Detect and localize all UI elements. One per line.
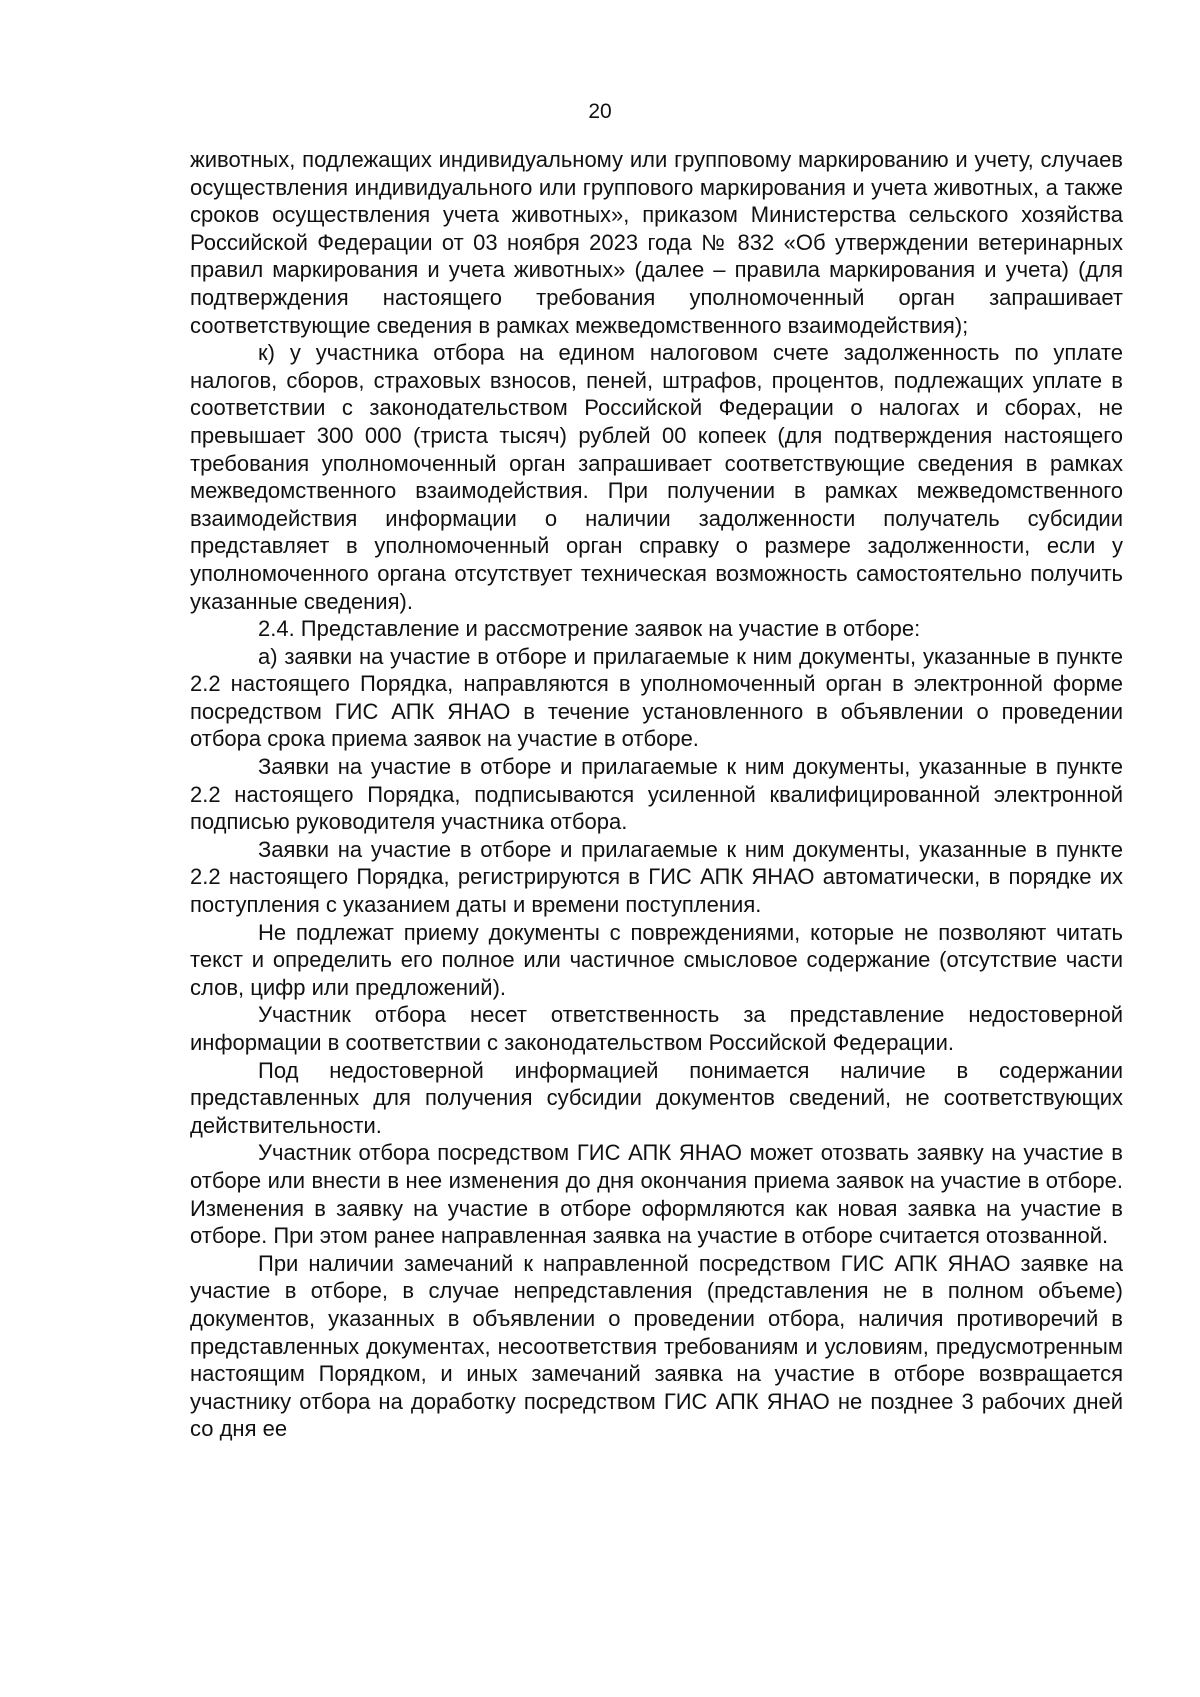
- paragraph: При наличии замечаний к направленной посредством ГИС АПК ЯНАО заявке на участие в отборе, в случае непредставления (представления не в полном объеме) документов, указанных в объявлении о проведении отбора, наличия противоречий в представленных документах, несоответствия требованиям и условиям, предусмотренным настоящим Порядком, и иных замечаний заявка на участие в отборе возвращается участнику отбора на доработку посредством ГИС АПК ЯНАО не позднее 3 рабочих дней со дня ее: [190, 1250, 1123, 1442]
- paragraph: Участник отбора посредством ГИС АПК ЯНАО может отозвать заявку на участие в отборе или внести в нее изменения до дня окончания приема заявок на участие в отборе. Изменения в заявку на участие в отборе оформляются как новая заявка на участие в отборе. При этом ранее направленная заявка на участие в отборе считается отозванной.: [190, 1140, 1123, 1249]
- document-body: [190, 146, 1123, 1443]
- paragraph: Участник отбора несет ответственность за представление недостоверной информации в соответствии с законодательством Российской Федерации.: [190, 1002, 1123, 1055]
- paragraph: Под недостоверной информацией понимается наличие в содержании представленных для получения субсидии документов сведений, не соответствующих действительности.: [190, 1057, 1123, 1138]
- paragraph: Не подлежат приему документы с повреждениями, которые не позволяют читать текст и определить его полное или частичное смысловое содержание (отсутствие части слов, цифр или предложений).: [190, 919, 1123, 1000]
- paragraph: к) у участника отбора на едином налоговом счете задолженность по уплате налогов, сборов, страховых взносов, пеней, штрафов, процентов, подлежащих уплате в соответствии с законодательством Российской Федерации о налогах и сборах, не превышает 300 000 (триста тысяч) рублей 00 копеек (для подтверждения настоящего требования уполномоченный орган запрашивает соответствующие сведения в рамках межведомственного взаимодействия. При получении в рамках межведомственного взаимодействия информации о наличии задолженности получатель субсидии представляет в уполномоченный орган справку о размере задолженности, если у уполномоченного органа отсутствует техническая возможность самостоятельно получить указанные сведения).: [190, 340, 1123, 614]
- paragraph: а) заявки на участие в отборе и прилагаемые к ним документы, указанные в пункте 2.2 настоящего Порядка, направляются в уполномоченный орган в электронной форме посредством ГИС АПК ЯНАО в течение установленного в объявлении о проведении отбора срока приема заявок на участие в отборе.: [190, 643, 1123, 752]
- paragraph: Заявки на участие в отборе и прилагаемые к ним документы, указанные в пункте 2.2 настоящего Порядка, подписываются усиленной квалифицированной электронной подписью руководителя участника отбора.: [190, 754, 1123, 835]
- page-number: 20: [588, 100, 612, 123]
- section-heading: 2.4. Представление и рассмотрение заявок на участие в отборе:: [258, 616, 921, 642]
- paragraph: животных, подлежащих индивидуальному или групповому маркированию и учету, случаев осуществления индивидуального или группового маркирования и учета животных, а также сроков осуществления учета животных», приказом Министерства сельского хозяйства Российской Федерации от 03 ноября 2023 года № 832 «Об утверждении ветеринарных правил маркирования и учета животных» (далее – правила маркирования и учета) (для подтверждения настоящего требования уполномоченный орган запрашивает соответствующие сведения в рамках межведомственного взаимодействия);: [190, 147, 1123, 338]
- paragraph: Заявки на участие в отборе и прилагаемые к ним документы, указанные в пункте 2.2 настоящего Порядка, регистрируются в ГИС АПК ЯНАО автоматически, в порядке их поступления с указанием даты и времени поступления.: [190, 836, 1123, 918]
